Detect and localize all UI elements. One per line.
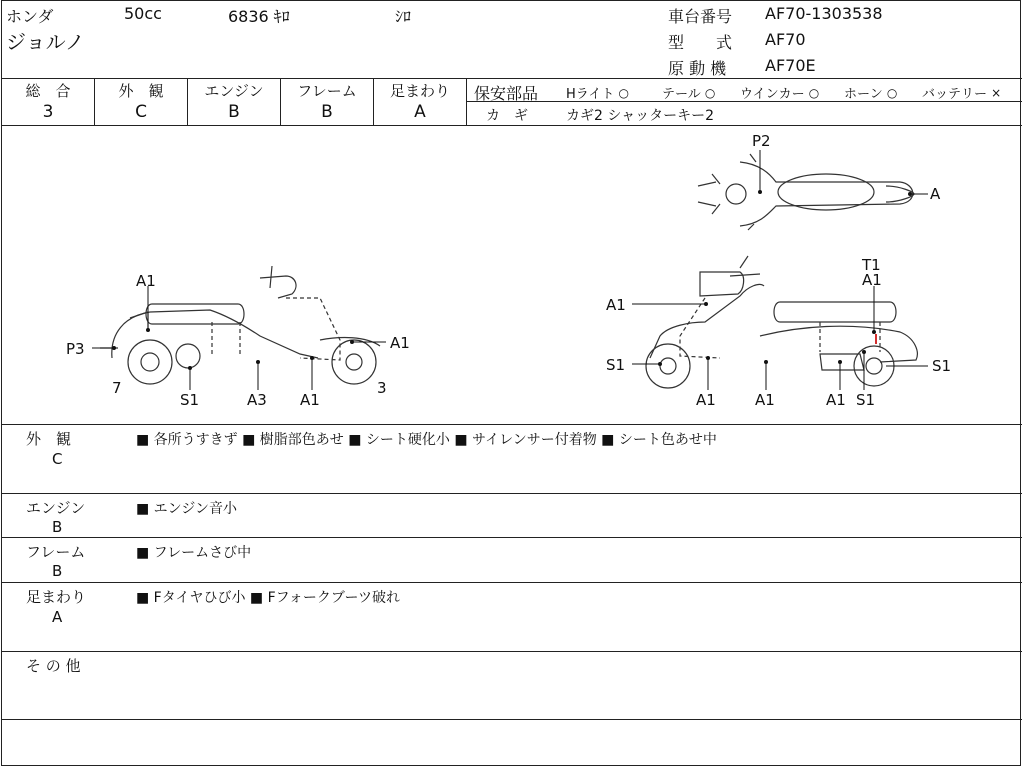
section-notes: ■ フレームさび中 (136, 545, 252, 561)
divider (1, 493, 1022, 494)
divider (466, 78, 467, 125)
section-notes: ■ Fタイヤひび小 ■ Fフォークブーツ破れ (136, 590, 400, 606)
section-grade: B (52, 562, 63, 580)
label-left: S1 (180, 391, 200, 409)
scooter-top-view (698, 154, 914, 230)
divider (1, 719, 1022, 720)
section-label: 外 観 (26, 430, 72, 448)
engine-label: 原 動 機 (668, 59, 727, 78)
safety-item-name: バッテリー (922, 87, 988, 102)
label-left: 7 (112, 379, 122, 397)
safety-item-mark: ○ (704, 86, 716, 100)
section-label: そ の 他 (26, 657, 81, 675)
rating-label: フレーム (297, 82, 357, 100)
section-label: エンジン (26, 499, 86, 517)
section-notes: ■ 各所うすきず ■ 樹脂部色あせ ■ シート硬化小 ■ サイレンサー付着物 ■ シート色あせ中 (136, 432, 717, 448)
section-grade: C (52, 450, 63, 468)
safety-item-mark: ○ (886, 86, 898, 100)
label-right: S1 (856, 391, 876, 409)
label-right: A1 (755, 391, 775, 409)
safety-item (740, 83, 819, 102)
safety-item-name: ホーン (844, 87, 883, 102)
safety-item-name: ウインカー (740, 87, 805, 102)
section-notes: ■ エンジン音小 (136, 501, 237, 517)
frame-no-label: 車台番号 (668, 7, 733, 26)
maker: ホンダ (6, 7, 54, 26)
top-markers (758, 190, 912, 196)
safety-item-mark: × (991, 86, 1002, 100)
safety-item (922, 83, 1001, 102)
rating-label: 外 観 (118, 82, 164, 100)
type-value: AF70 (765, 30, 806, 49)
divider (1, 537, 1022, 538)
type-label: 型 式 (668, 33, 733, 52)
key-value: カギ2 シャッターキー2 (566, 108, 714, 124)
safety-item (844, 83, 897, 102)
displacement: 50cc (124, 4, 162, 23)
safety-item (662, 83, 715, 102)
safety-item-name: Hライト (566, 87, 615, 102)
safety-title: 保安部品 (474, 84, 539, 103)
model-name: ジョルノ (6, 30, 85, 54)
safety-item-mark: ○ (618, 86, 630, 100)
safety-item-name: テール (662, 87, 701, 102)
safety-item-mark: ○ (808, 86, 820, 100)
label-right: S1 (606, 356, 626, 374)
label-top: A (930, 185, 941, 203)
label-left: A1 (300, 391, 320, 409)
rating-value: A (414, 102, 426, 122)
label-right: A1 (826, 391, 846, 409)
section-label: 足まわり (26, 588, 87, 606)
key-label: カ ギ (486, 108, 528, 124)
rating-value: 3 (42, 102, 54, 122)
top-leaders (760, 150, 928, 194)
divider (1, 78, 1022, 79)
color: ｼﾛ (395, 7, 412, 26)
section-grade: B (52, 518, 63, 536)
rating-value: B (321, 102, 333, 122)
rating-value: B (228, 102, 240, 122)
label-left: A1 (390, 334, 410, 352)
rating-label: 足まわり (389, 82, 450, 100)
divider (1, 582, 1022, 583)
section-grade: A (52, 608, 63, 626)
frame-no: AF70-1303538 (765, 4, 883, 23)
label-left: 3 (377, 379, 387, 397)
rating-label: 総 合 (25, 82, 71, 100)
safety-item (566, 83, 629, 102)
rating-value: C (135, 102, 147, 122)
mileage: 6836 ｷﾛ (228, 7, 290, 26)
label-right: S1 (932, 357, 952, 375)
section-label: フレーム (26, 543, 86, 561)
damage-diagram (0, 126, 1024, 424)
engine-value: AF70E (765, 56, 816, 75)
label-right: A1 (606, 296, 626, 314)
label-top: P2 (752, 132, 771, 150)
label-right: A1 (696, 391, 716, 409)
label-left: P3 (66, 340, 85, 358)
label-right: T1 (862, 256, 881, 274)
label-left: A3 (247, 391, 267, 409)
label-right: A1 (862, 271, 882, 289)
label-left: A1 (136, 272, 156, 290)
divider (1, 651, 1022, 652)
divider (1, 424, 1022, 425)
left-markers (112, 328, 354, 370)
rating-label: エンジン (204, 82, 264, 100)
